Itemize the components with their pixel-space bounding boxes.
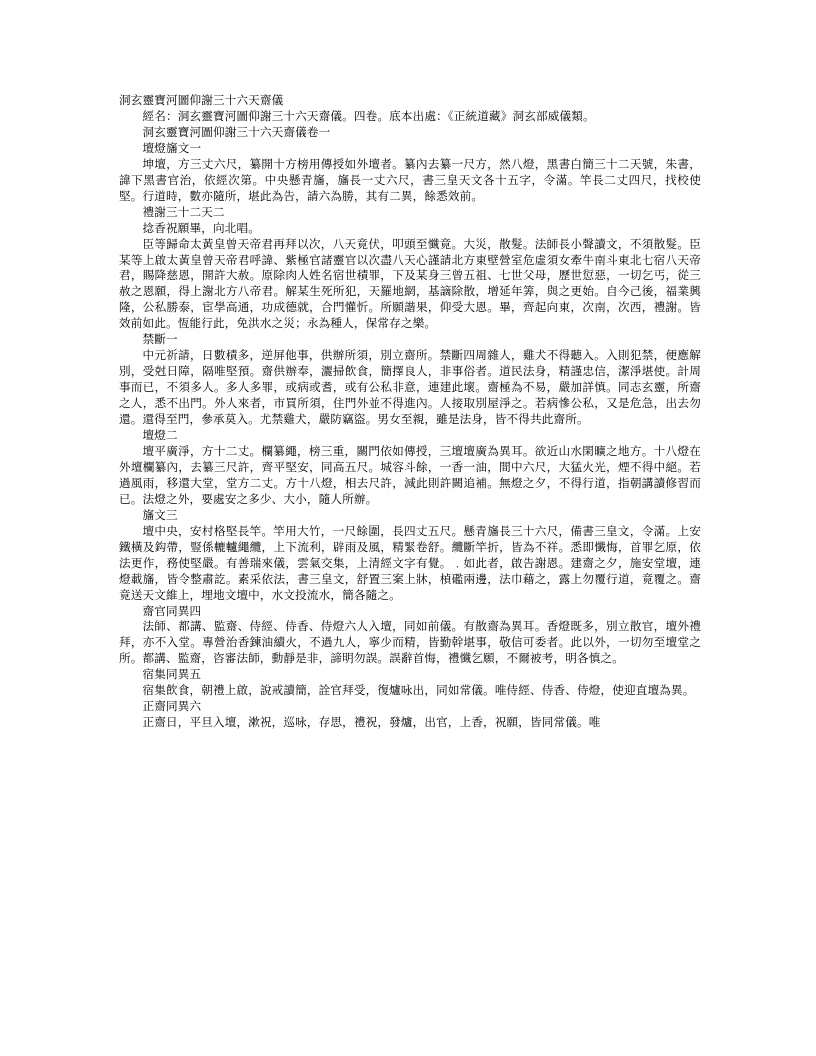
document-text-body <box>119 93 701 731</box>
section-heading-zhai-guan-tong-yi: 齋官同異四 <box>142 603 202 618</box>
section-heading-li-xie-san-shi-er-tian: 禮謝三十二天二 <box>142 204 225 219</box>
section-heading-tan-deng: 壇燈二 <box>142 428 178 443</box>
section-heading-jin-duan: 禁斷一 <box>142 332 178 347</box>
document-colophon: 經名：洞玄靈寶河圖仰謝三十六天齋儀。四卷。底本出處：《正統道藏》洞玄部威儀類。 <box>142 108 595 123</box>
section-heading-tan-deng-fan-wen: 壇燈旛文一 <box>142 140 202 155</box>
document-title: 洞玄靈寶河圖仰謝三十六天齋儀 <box>119 93 284 107</box>
section-heading-zheng-zhai-tong-yi: 正齋同異六 <box>142 699 202 714</box>
section-body-zheng-zhai-tong-yi: 正齋日，平旦入壇，漱祝，巡咏，存思，禮祝，發爐，出官，上香，祝願，皆同常儀。唯 <box>142 715 601 730</box>
section-heading-su-ji-tong-yi: 宿集同異五 <box>142 667 202 682</box>
section-body-su-ji-tong-yi: 宿集飲食，朝禮上啟，說戒讀簡，詮官拜受，復爐咏出，同如常儀。唯侍經、侍香、侍燈，使迎直壇為異。 <box>142 683 695 698</box>
section-body-fan-wen: 壇中央，安村格堅長竿。竿用大竹，一尺餘圍，長四丈五尺。懸青旛長三十六尺，備書三皇文，令滿。上安鐵橫及鈎帶，豎係轆轤繩纜，上下流利，辟雨及風，精緊卷舒。纜斷竿折，皆為不祥。悉即懺悔，首罪乞原，依法更作，務使堅嚴。有善瑞來儀，雲氣交集，上清經文字有覺。﹒如此者，啟告謝恩。建齋之夕，施安堂壇，連燈載旛，皆令整肅訖。素采依法，書三皇文，舒置三案上牀，楨礛兩邊，法巾藉之，露上勿覆行道，竟覆之。齋竟送天文維上，埋地文壇中，水文投流水，簡各隨之。 <box>119 523 701 602</box>
section-body-zhai-guan-tong-yi: 法師、都講、監齋、侍經、侍香、侍燈六人入壇，同如前儀。有散齋為異耳。香燈既多，別立散官，壇外禮拜，亦不入堂。專營治香鍊油續火，不過九人，寧少而精，皆勤幹堪事，敬信可委者。此以外，一切勿至壇堂之所。都講、監齋，咨審法師，動靜是非，諦明勿誤。誤辭首悔，禮懺乞願，不爾被考，明各慎之。 <box>119 619 701 666</box>
section-body-chen-deng-gui-ming: 臣等歸命太黃皇曾天帝君再拜以次，八天竟伏，叩頭至懺竟。大災，散髮。法師長小聲讀文，不須散髮。臣某等上啟太黃皇曾天帝君呼諱、紫極官諸靈官以次盡八天心謹請北方東壁營室危虛須女牽牛南斗東北七宿八天帝君，賜降慈恩，開許大赦。原除肉人姓名宿世積罪，下及某身三曾五祖、七世父母，歷世愆惡，一切乞丐，從三赦之恩願，得上謝北方八帝君。解某生死所犯，天羅地網，基謫除散，增延年筭，與之更始。自今己後，福業興隆，公私勝泰，宦學高通，功成德就，合門懽忻。所願諧果，仰受大恩。畢，齊起向東，次南，次西，禮謝。皆效前如此。恆能行此，免洪水之災；永為種人，保常存之樂。 <box>119 236 701 331</box>
section-body-li-xie-san-shi-er-tian: 捻香祝願畢，向北唱。 <box>142 220 260 235</box>
section-body-jin-duan: 中元祈請，日數積多，逆屏他事，供辦所須，別立齋所。禁斷四周雜人，雞犬不得聽入。入則犯禁，便應解別，受尅日障，隔唯堅預。齋供辦奉，灑掃飲食，簡擇良人，非事俗者。道民法身，精謹忠信，潔淨堪使。計周事而已，不須多人。多人多罪，或病或耆，或有公私非意，連建此壞。齋極為不易，嚴加詳慎。同志玄靈，所齋之人，悉不出門。外人來者，市買所須，住門外並不得進內。人接取別屋淨之。若病慘公私，又是危急，出去勿還。還得至門，參承莫入。尤禁雞犬，嚴防竊盜。男女至親，雖是法身，皆不得共此齋所。 <box>119 348 701 427</box>
section-body-tan-deng-fan-wen: 坤壇，方三丈六尺，纂開十方榜用傳授如外壇者。纂內去纂一尺方，然八燈，黑書白簡三十二天號，朱書，諱下黑書官治，依經次第。中央懸青旛，旛長一丈六尺，書三皇天文各十五字，令滿。竿長二丈四尺，找校使堅。行道時，數亦隨所，堪此為告，請六為勝，其有二異，餘悉效前。 <box>119 156 701 203</box>
section-heading-fan-wen: 旛文三 <box>142 507 178 522</box>
volume-heading: 洞玄靈寶河圖仰謝三十六天齋儀卷一 <box>142 124 331 139</box>
section-body-tan-deng: 壇平廣淨，方十二丈。欄纂繩，榜三重，關門依如傳授，三壇壇廣為異耳。欲近山水閑曠之地方。十八燈在外壇欄纂內，去纂三尺許，齊平堅安，同高五尺。城容斗餘，一香一油，間中六尺，大猛火光，煙不得中絕。若過風雨，移還大堂，堂方二丈。方十八燈，相去尺許，減此則許闕追補。無燈之夕，不得行道，指朝講讀修習而已。法燈之外，要處安之多少、大小，隨人所辦。 <box>119 443 701 506</box>
